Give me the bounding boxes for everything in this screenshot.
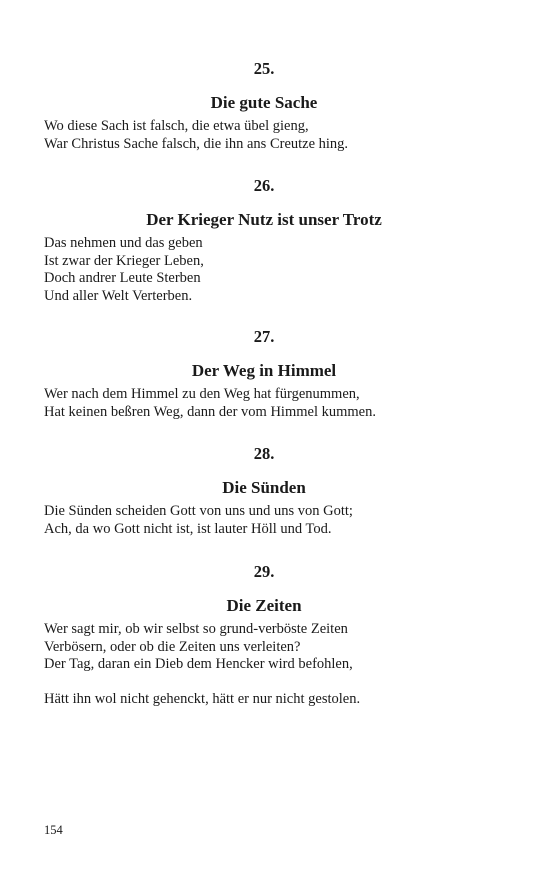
poem-text <box>44 235 484 305</box>
poem-line: Wer nach dem Himmel zu den Weg hat fürgenummen, <box>44 386 360 402</box>
poem-text <box>44 386 484 421</box>
poem-number: 26. <box>253 176 275 195</box>
poem-text <box>44 118 484 153</box>
poem-title: Die gute Sache <box>210 93 318 112</box>
poem-number: 27. <box>253 327 275 346</box>
poem-line: Wo diese Sach ist falsch, die etwa übel gieng, <box>44 118 309 134</box>
poem-line: Und aller Welt Verterben. <box>44 287 193 304</box>
poem-number: 25. <box>253 59 275 78</box>
poem-line: Der Tag, daran ein Dieb dem Hencker wird befohlen, <box>44 656 353 672</box>
poem-line: Das nehmen und das geben <box>44 235 203 251</box>
poem-28 <box>44 444 484 538</box>
poem-text <box>44 503 484 538</box>
poem-25 <box>44 59 484 153</box>
poem-title: Der Weg in Himmel <box>191 361 337 380</box>
poem-title: Die Sünden <box>222 478 306 497</box>
poem-text <box>44 621 484 708</box>
poem-line: Doch andrer Leute Sterben <box>44 270 201 286</box>
poem-number: 29. <box>253 562 275 581</box>
poem-27 <box>44 327 484 421</box>
poem-line: Ist zwar der Krieger Leben, <box>44 252 204 269</box>
poem-title: Der Krieger Nutz ist unser Trotz <box>146 210 382 229</box>
page-number: 154 <box>44 823 63 837</box>
poem-line: Hätt ihn wol nicht gehenckt, hätt er nur nicht gestolen. <box>44 690 361 707</box>
poem-title: Die Zeiten <box>226 596 302 615</box>
poem-29 <box>44 562 484 708</box>
poem-line: Ach, da wo Gott nicht ist, ist lauter Höll und Tod. <box>44 520 332 537</box>
poem-line: Die Sünden scheiden Gott von uns und uns von Gott; <box>44 503 353 519</box>
poem-26 <box>44 176 484 305</box>
poem-line: Wer sagt mir, ob wir selbst so grund-verböste Zeiten <box>44 621 348 637</box>
poem-line: Verbösern, oder ob die Zeiten uns verleiten? <box>44 638 301 655</box>
poem-number: 28. <box>253 444 275 463</box>
poem-line: Hat keinen beßren Weg, dann der vom Himmel kummen. <box>44 403 376 420</box>
poem-line: War Christus Sache falsch, die ihn ans Creutze hing. <box>44 135 349 152</box>
